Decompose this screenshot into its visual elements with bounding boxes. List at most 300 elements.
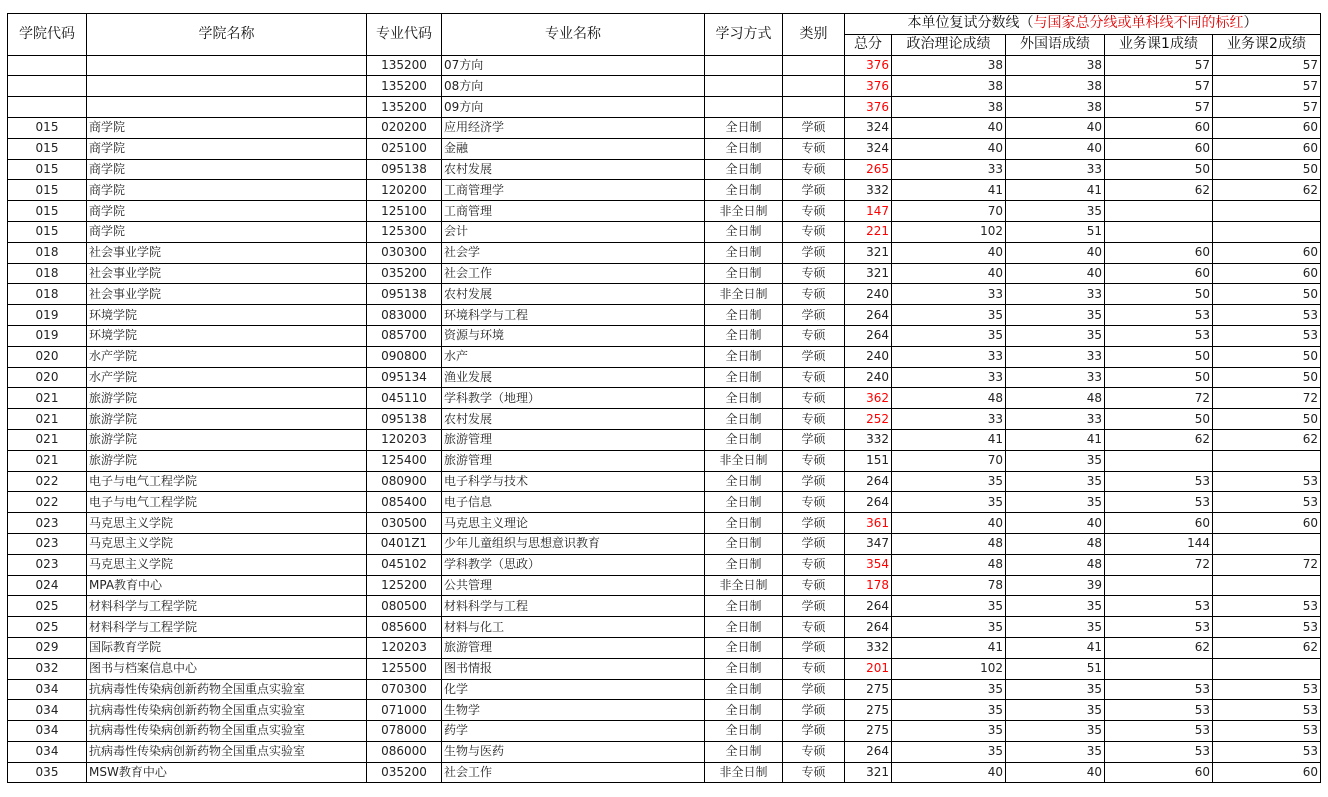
total-score-cell: 240 [845,284,892,305]
total-score-cell: 332 [845,180,892,201]
study-mode-cell: 全日制 [705,242,783,263]
major-name-cell: 药学 [442,721,705,742]
major-code-cell: 125100 [367,201,442,222]
category-cell: 专硕 [783,450,845,471]
major-name-cell: 会计 [442,221,705,242]
course2-score-cell: 50 [1213,346,1321,367]
major-code-cell: 086000 [367,741,442,762]
foreign-language-score-cell: 40 [1006,242,1105,263]
table-row [8,450,1321,471]
study-mode-cell: 非全日制 [705,762,783,783]
course1-score-cell: 53 [1105,741,1213,762]
course2-score-cell [1213,575,1321,596]
foreign-language-score-cell: 38 [1006,76,1105,97]
college-code-cell: 023 [8,554,87,575]
major-name-cell: 图书情报 [442,658,705,679]
course1-score-cell: 53 [1105,596,1213,617]
category-cell: 学硕 [783,180,845,201]
major-name-cell: 社会工作 [442,263,705,284]
course1-score-cell: 53 [1105,325,1213,346]
course2-score-cell: 72 [1213,554,1321,575]
category-cell: 学硕 [783,637,845,658]
study-mode-cell: 全日制 [705,409,783,430]
foreign-language-score-cell: 35 [1006,700,1105,721]
header-course1: 业务课1成绩 [1105,34,1213,55]
study-mode-cell: 全日制 [705,221,783,242]
table-row [8,367,1321,388]
study-mode-cell: 非全日制 [705,201,783,222]
total-score-cell: 264 [845,596,892,617]
college-name-cell: 材料科学与工程学院 [87,617,367,638]
foreign-language-score-cell: 40 [1006,263,1105,284]
table-row [8,388,1321,409]
college-name-cell: 环境学院 [87,325,367,346]
college-name-cell: 旅游学院 [87,450,367,471]
major-code-cell: 125500 [367,658,442,679]
course1-score-cell: 53 [1105,721,1213,742]
total-score-cell: 275 [845,679,892,700]
college-code-cell: 024 [8,575,87,596]
college-code-cell: 034 [8,721,87,742]
header-politics: 政治理论成绩 [892,34,1006,55]
politics-score-cell: 48 [892,554,1006,575]
course1-score-cell: 50 [1105,409,1213,430]
table-row [8,617,1321,638]
foreign-language-score-cell: 33 [1006,367,1105,388]
college-name-cell: 抗病毒性传染病创新药物全国重点实验室 [87,741,367,762]
major-name-cell: 工商管理 [442,201,705,222]
politics-score-cell: 40 [892,117,1006,138]
category-cell: 专硕 [783,658,845,679]
foreign-language-score-cell: 38 [1006,55,1105,76]
course2-score-cell [1213,450,1321,471]
category-cell: 专硕 [783,409,845,430]
major-name-cell: 工商管理学 [442,180,705,201]
foreign-language-score-cell: 35 [1006,721,1105,742]
college-code-cell: 035 [8,762,87,783]
college-code-cell: 019 [8,325,87,346]
politics-score-cell: 38 [892,76,1006,97]
study-mode-cell: 全日制 [705,325,783,346]
politics-score-cell: 35 [892,741,1006,762]
course1-score-cell: 57 [1105,97,1213,118]
college-name-cell: 图书与档案信息中心 [87,658,367,679]
college-code-cell: 025 [8,617,87,638]
politics-score-cell: 102 [892,658,1006,679]
foreign-language-score-cell: 33 [1006,346,1105,367]
major-name-cell: 08方向 [442,76,705,97]
study-mode-cell: 全日制 [705,513,783,534]
foreign-language-score-cell: 40 [1006,762,1105,783]
major-code-cell: 025100 [367,138,442,159]
major-code-cell: 120203 [367,637,442,658]
course2-score-cell: 50 [1213,367,1321,388]
course1-score-cell [1105,221,1213,242]
politics-score-cell: 40 [892,242,1006,263]
politics-score-cell: 38 [892,55,1006,76]
course1-score-cell: 60 [1105,762,1213,783]
college-name-cell [87,97,367,118]
major-name-cell: 金融 [442,138,705,159]
politics-score-cell: 40 [892,138,1006,159]
header-category: 类别 [783,14,845,56]
college-code-cell [8,97,87,118]
total-score-cell: 354 [845,554,892,575]
course2-score-cell: 50 [1213,159,1321,180]
category-cell [783,55,845,76]
college-code-cell: 020 [8,367,87,388]
college-name-cell: 材料科学与工程学院 [87,596,367,617]
major-name-cell: 马克思主义理论 [442,513,705,534]
major-code-cell: 070300 [367,679,442,700]
college-name-cell: 马克思主义学院 [87,554,367,575]
politics-score-cell: 33 [892,409,1006,430]
college-code-cell: 032 [8,658,87,679]
college-name-cell: 社会事业学院 [87,242,367,263]
college-name-cell: MPA教育中心 [87,575,367,596]
politics-score-cell: 48 [892,388,1006,409]
total-score-cell: 321 [845,263,892,284]
total-score-cell: 324 [845,117,892,138]
table-row [8,741,1321,762]
major-code-cell: 035200 [367,762,442,783]
college-name-cell: 抗病毒性传染病创新药物全国重点实验室 [87,700,367,721]
table-row [8,242,1321,263]
study-mode-cell: 非全日制 [705,284,783,305]
category-cell: 专硕 [783,617,845,638]
major-name-cell: 渔业发展 [442,367,705,388]
course2-score-cell [1213,221,1321,242]
header-course2: 业务课2成绩 [1213,34,1321,55]
politics-score-cell: 48 [892,533,1006,554]
major-name-cell: 农村发展 [442,409,705,430]
course2-score-cell: 60 [1213,762,1321,783]
college-name-cell: 社会事业学院 [87,284,367,305]
foreign-language-score-cell: 48 [1006,533,1105,554]
total-score-cell: 376 [845,55,892,76]
course1-score-cell: 144 [1105,533,1213,554]
course2-score-cell: 60 [1213,138,1321,159]
college-code-cell: 018 [8,242,87,263]
major-code-cell: 125400 [367,450,442,471]
college-code-cell [8,76,87,97]
college-name-cell: 商学院 [87,180,367,201]
college-name-cell: 商学院 [87,201,367,222]
total-score-cell: 321 [845,762,892,783]
major-code-cell: 120200 [367,180,442,201]
politics-score-cell: 41 [892,429,1006,450]
table-row [8,554,1321,575]
category-cell: 专硕 [783,741,845,762]
total-score-cell: 347 [845,533,892,554]
college-name-cell: 国际教育学院 [87,637,367,658]
course1-score-cell [1105,575,1213,596]
category-cell: 专硕 [783,201,845,222]
major-code-cell: 085600 [367,617,442,638]
foreign-language-score-cell: 48 [1006,388,1105,409]
college-code-cell: 023 [8,513,87,534]
college-code-cell: 015 [8,138,87,159]
politics-score-cell: 41 [892,180,1006,201]
course2-score-cell: 57 [1213,97,1321,118]
major-code-cell: 0401Z1 [367,533,442,554]
college-code-cell: 029 [8,637,87,658]
total-score-cell: 147 [845,201,892,222]
table-row [8,346,1321,367]
college-code-cell [8,55,87,76]
total-score-cell: 265 [845,159,892,180]
politics-score-cell: 35 [892,721,1006,742]
course1-score-cell: 53 [1105,492,1213,513]
course1-score-cell: 60 [1105,117,1213,138]
major-name-cell: 学科教学（思政） [442,554,705,575]
major-name-cell: 生物学 [442,700,705,721]
major-name-cell: 农村发展 [442,284,705,305]
category-cell: 学硕 [783,346,845,367]
course2-score-cell: 53 [1213,617,1321,638]
table-row [8,97,1321,118]
foreign-language-score-cell: 39 [1006,575,1105,596]
course1-score-cell: 53 [1105,679,1213,700]
politics-score-cell: 35 [892,305,1006,326]
total-score-cell: 332 [845,429,892,450]
major-code-cell: 045110 [367,388,442,409]
category-cell: 学硕 [783,305,845,326]
total-score-cell: 332 [845,637,892,658]
college-name-cell: 抗病毒性传染病创新药物全国重点实验室 [87,721,367,742]
total-score-cell: 362 [845,388,892,409]
table-row [8,658,1321,679]
college-code-cell: 022 [8,492,87,513]
total-score-cell: 264 [845,471,892,492]
foreign-language-score-cell: 51 [1006,658,1105,679]
college-code-cell: 018 [8,263,87,284]
category-cell: 专硕 [783,367,845,388]
major-code-cell: 071000 [367,700,442,721]
major-name-cell: 电子科学与技术 [442,471,705,492]
course2-score-cell: 53 [1213,492,1321,513]
foreign-language-score-cell: 35 [1006,325,1105,346]
course1-score-cell: 50 [1105,367,1213,388]
study-mode-cell: 全日制 [705,346,783,367]
politics-score-cell: 35 [892,679,1006,700]
study-mode-cell: 全日制 [705,367,783,388]
category-cell: 专硕 [783,762,845,783]
major-name-cell: 环境科学与工程 [442,305,705,326]
study-mode-cell [705,55,783,76]
course2-score-cell: 53 [1213,325,1321,346]
study-mode-cell: 全日制 [705,138,783,159]
table-body [8,55,1321,783]
study-mode-cell: 全日制 [705,263,783,284]
course1-score-cell: 50 [1105,159,1213,180]
politics-score-cell: 35 [892,596,1006,617]
course2-score-cell: 60 [1213,513,1321,534]
group-title: 本单位复试分数线 [907,15,1020,32]
major-code-cell: 135200 [367,76,442,97]
table-row [8,138,1321,159]
politics-score-cell: 35 [892,325,1006,346]
politics-score-cell: 41 [892,637,1006,658]
foreign-language-score-cell: 48 [1006,554,1105,575]
total-score-cell: 264 [845,741,892,762]
category-cell: 专硕 [783,492,845,513]
college-code-cell: 015 [8,221,87,242]
foreign-language-score-cell: 38 [1006,97,1105,118]
course1-score-cell: 53 [1105,617,1213,638]
foreign-language-score-cell: 35 [1006,741,1105,762]
major-code-cell: 125200 [367,575,442,596]
study-mode-cell: 全日制 [705,741,783,762]
table-row [8,679,1321,700]
table-row [8,325,1321,346]
major-code-cell: 020200 [367,117,442,138]
group-note: 与国家总分线或单科线不同的标红 [1033,15,1244,32]
course1-score-cell [1105,450,1213,471]
category-cell: 学硕 [783,117,845,138]
major-code-cell: 125300 [367,221,442,242]
major-code-cell: 080900 [367,471,442,492]
total-score-cell: 178 [845,575,892,596]
total-score-cell: 275 [845,700,892,721]
study-mode-cell: 非全日制 [705,450,783,471]
politics-score-cell: 78 [892,575,1006,596]
major-code-cell: 095138 [367,284,442,305]
category-cell [783,97,845,118]
major-code-cell: 085700 [367,325,442,346]
study-mode-cell: 全日制 [705,388,783,409]
course2-score-cell: 50 [1213,284,1321,305]
politics-score-cell: 33 [892,367,1006,388]
course2-score-cell: 53 [1213,700,1321,721]
college-name-cell: 水产学院 [87,346,367,367]
table-row [8,117,1321,138]
foreign-language-score-cell: 40 [1006,138,1105,159]
major-name-cell: 化学 [442,679,705,700]
table-row [8,263,1321,284]
study-mode-cell: 全日制 [705,637,783,658]
college-code-cell: 021 [8,429,87,450]
course1-score-cell: 53 [1105,305,1213,326]
major-name-cell: 09方向 [442,97,705,118]
college-name-cell [87,76,367,97]
college-code-cell: 015 [8,201,87,222]
category-cell: 学硕 [783,429,845,450]
total-score-cell: 324 [845,138,892,159]
major-name-cell: 社会学 [442,242,705,263]
study-mode-cell [705,97,783,118]
foreign-language-score-cell: 33 [1006,409,1105,430]
foreign-language-score-cell: 35 [1006,679,1105,700]
total-score-cell: 376 [845,97,892,118]
politics-score-cell: 33 [892,159,1006,180]
total-score-cell: 264 [845,305,892,326]
category-cell: 学硕 [783,679,845,700]
study-mode-cell: 全日制 [705,721,783,742]
category-cell: 学硕 [783,471,845,492]
total-score-cell: 252 [845,409,892,430]
college-name-cell [87,55,367,76]
college-code-cell: 015 [8,159,87,180]
course2-score-cell: 53 [1213,596,1321,617]
major-code-cell: 095138 [367,409,442,430]
course1-score-cell: 60 [1105,242,1213,263]
course2-score-cell: 53 [1213,741,1321,762]
major-name-cell: 应用经济学 [442,117,705,138]
total-score-cell: 201 [845,658,892,679]
foreign-language-score-cell: 35 [1006,471,1105,492]
major-code-cell: 083000 [367,305,442,326]
category-cell: 专硕 [783,575,845,596]
major-name-cell: 材料与化工 [442,617,705,638]
study-mode-cell: 全日制 [705,658,783,679]
table-row [8,55,1321,76]
major-name-cell: 生物与医药 [442,741,705,762]
course1-score-cell: 50 [1105,346,1213,367]
politics-score-cell: 70 [892,450,1006,471]
politics-score-cell: 33 [892,346,1006,367]
category-cell: 专硕 [783,554,845,575]
course2-score-cell: 53 [1213,679,1321,700]
total-score-cell: 240 [845,367,892,388]
table-row [8,762,1321,783]
category-cell: 专硕 [783,325,845,346]
foreign-language-score-cell: 35 [1006,305,1105,326]
total-score-cell: 221 [845,221,892,242]
foreign-language-score-cell: 41 [1006,180,1105,201]
study-mode-cell: 全日制 [705,429,783,450]
course1-score-cell: 62 [1105,429,1213,450]
total-score-cell: 264 [845,325,892,346]
foreign-language-score-cell: 40 [1006,117,1105,138]
header-major-name: 专业名称 [442,14,705,56]
major-name-cell: 社会工作 [442,762,705,783]
college-name-cell: 旅游学院 [87,409,367,430]
college-name-cell: 商学院 [87,117,367,138]
study-mode-cell: 全日制 [705,533,783,554]
course2-score-cell: 60 [1213,263,1321,284]
course1-score-cell: 57 [1105,76,1213,97]
major-code-cell: 095138 [367,159,442,180]
study-mode-cell: 全日制 [705,679,783,700]
table-row [8,76,1321,97]
table-row [8,596,1321,617]
college-code-cell: 023 [8,533,87,554]
course2-score-cell: 57 [1213,55,1321,76]
study-mode-cell: 全日制 [705,617,783,638]
college-name-cell: 电子与电气工程学院 [87,492,367,513]
college-code-cell: 021 [8,388,87,409]
category-cell: 学硕 [783,700,845,721]
total-score-cell: 361 [845,513,892,534]
table-row [8,721,1321,742]
table-row [8,575,1321,596]
politics-score-cell: 70 [892,201,1006,222]
foreign-language-score-cell: 41 [1006,637,1105,658]
table-row [8,533,1321,554]
course1-score-cell: 60 [1105,138,1213,159]
college-code-cell: 020 [8,346,87,367]
course1-score-cell: 50 [1105,284,1213,305]
category-cell: 学硕 [783,242,845,263]
course1-score-cell: 53 [1105,471,1213,492]
course2-score-cell [1213,533,1321,554]
major-code-cell: 120203 [367,429,442,450]
table-row [8,180,1321,201]
study-mode-cell: 全日制 [705,596,783,617]
study-mode-cell: 全日制 [705,180,783,201]
course2-score-cell: 53 [1213,471,1321,492]
